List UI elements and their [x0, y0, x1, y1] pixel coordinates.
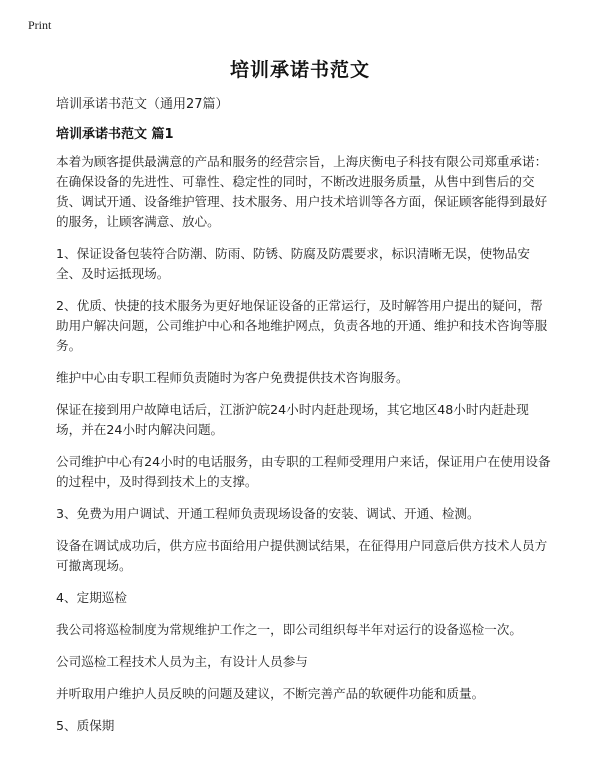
paragraph: 2、优质、快捷的技术服务为更好地保证设备的正常运行，及时解答用户提出的疑问，帮助用户解决问题，公司维护中心和各地维护网点，负责各地的开通、维护和技术咨询等服务。 [56, 298, 548, 353]
paragraph: 4、定期巡检 [56, 590, 127, 605]
section-heading: 培训承诺书范文 篇1 [56, 127, 174, 142]
paragraph: 保证在接到用户故障电话后，江浙沪皖24小时内赶赴现场，其它地区48小时内赶赴现场，并在24小时内解决问题。 [56, 402, 529, 437]
document-title: 培训承诺书范文 [229, 59, 370, 81]
document-body [56, 152, 552, 748]
paragraph: 5、质保期 [56, 718, 115, 733]
paragraph: 维护中心由专职工程师负责随时为客户免费提供技术咨询服务。 [56, 370, 409, 385]
paragraph: 公司巡检工程技术人员为主，有设计人员参与 [56, 654, 308, 669]
paragraph: 公司维护中心有24小时的电话服务，由专职的工程师受理用户来话，保证用户在使用设备的过程中，及时得到技术上的支撑。 [56, 454, 551, 489]
paragraph: 3、免费为用户调试、开通工程师负责现场设备的安装、调试、开通、检测。 [56, 506, 480, 521]
print-label[interactable]: Print [28, 18, 52, 32]
paragraph: 1、保证设备包装符合防潮、防雨、防锈、防腐及防震要求，标识清晰无误，使物品安全、及时运抵现场。 [56, 246, 530, 281]
paragraph: 设备在调试成功后，供方应书面给用户提供测试结果，在征得用户同意后供方技术人员方可撤离现场。 [56, 538, 548, 573]
document-subtitle: 培训承诺书范文（通用27篇） [56, 97, 229, 112]
paragraph: 本着为顾客提供最满意的产品和服务的经营宗旨，上海庆衡电子科技有限公司郑重承诺：在确保设备的先进性、可靠性、稳定性的同时，不断改进服务质量，从售中到售后的交货、调试开通、设备维护管理、技术服务、用户技术培训等各方面，保证顾客能得到最好的服务，让顾客满意、放心。 [56, 154, 548, 229]
paragraph: 并听取用户维护人员反映的问题及建议，不断完善产品的软硬件功能和质量。 [56, 686, 485, 701]
paragraph: 我公司将巡检制度为常规维护工作之一，即公司组织每半年对运行的设备巡检一次。 [56, 622, 522, 637]
